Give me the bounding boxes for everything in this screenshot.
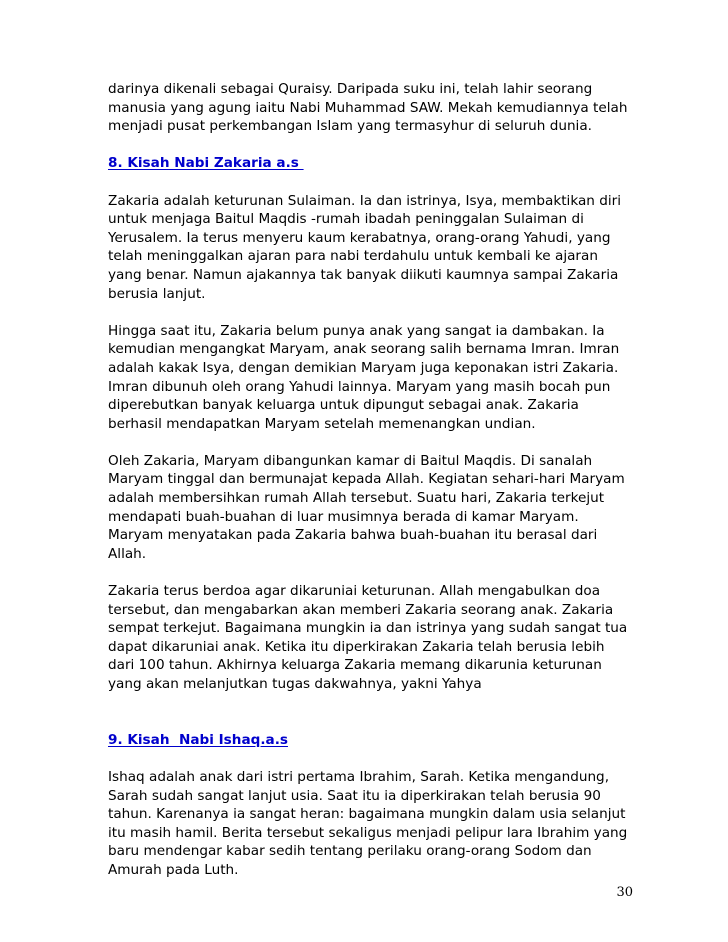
section-9-heading-link[interactable]: 9. Kisah Nabi Ishaq.a.s bbox=[108, 731, 288, 748]
section-8-paragraph-3: Oleh Zakaria, Maryam dibangunkan kamar di Baitul Maqdis. Di sanalah Maryam tinggal dan bermunajat kepada Allah. Kegiatan sehari-hari Maryam adalah membersihkan rumah Allah tersebut. Suatu hari, Zakaria terkejut mendapati buah-buahan di luar musimnya berada di kamar Maryam. Maryam menyatakan pada Zakaria bahwa buah-buahan itu berasal dari Allah. bbox=[108, 452, 625, 562]
section-8-paragraph-1: Zakaria adalah keturunan Sulaiman. Ia dan istrinya, Isya, membaktikan diri untuk menjaga Baitul Maqdis -rumah ibadah peninggalan Sulaiman di Yerusalem. Ia terus menyeru kaum kerabatnya, orang-orang Yahudi, yang telah meninggalkan ajaran para nabi terdahulu untuk kembali ke ajaran yang benar. Namun ajakannya tak banyak diikuti kaumnya sampai Zakaria berusia lanjut. bbox=[108, 192, 622, 302]
section-8-heading-link[interactable]: 8. Kisah Nabi Zakaria a.s bbox=[108, 155, 304, 172]
section-8-paragraph-4: Zakaria terus berdoa agar dikaruniai keturunan. Allah mengabulkan doa tersebut, dan mengabarkan akan memberi Zakaria seorang anak. Zakaria sempat terkejut. Bagaimana mungkin ia dan istrinya yang sudah sangat tua dapat dikaruniai anak. Ketika itu diperkirakan Zakaria telah berusia lebih dari 100 tahun. Akhirnya keluarga Zakaria memang dikarunia keturunan yang akan melanjutkan tugas dakwahnya, yakni Yahya bbox=[108, 583, 628, 692]
page-number: 30 bbox=[616, 885, 633, 900]
section-9-paragraph-1: Ishaq adalah anak dari istri pertama Ibrahim, Sarah. Ketika mengandung, Sarah sudah sangat lanjut usia. Saat itu ia diperkirakan telah berusia 90 tahun. Karenanya ia sangat heran: bagaimana mungkin dalam usia selanjut itu masih hamil. Berita tersebut sekaligus menjadi pelipur lara Ibrahim yang baru mendengar kabar sedih tentang perilaku orang-orang Sodom dan Amurah pada Luth. bbox=[108, 768, 628, 878]
page-content bbox=[108, 80, 628, 898]
section-8-paragraph-2: Hingga saat itu, Zakaria belum punya anak yang sangat ia dambakan. Ia kemudian mengangkat Maryam, anak seorang salih bernama Imran. Imran adalah kakak Isya, dengan demikian Maryam juga keponakan istri Zakaria. Imran dibunuh oleh orang Yahudi lainnya. Maryam yang masih bocah pun diperebutkan banyak keluarga untuk dipungut sebagai anak. Zakaria berhasil mendapatkan Maryam setelah memenangkan undian. bbox=[108, 322, 620, 432]
blank-line bbox=[108, 712, 628, 731]
intro-paragraph: darinya dikenali sebagai Quraisy. Daripada suku ini, telah lahir seorang manusia yang agung iaitu Nabi Muhammad SAW. Mekah kemudiannya telah menjadi pusat perkembangan Islam yang termasyhur di seluruh dunia. bbox=[108, 81, 628, 135]
